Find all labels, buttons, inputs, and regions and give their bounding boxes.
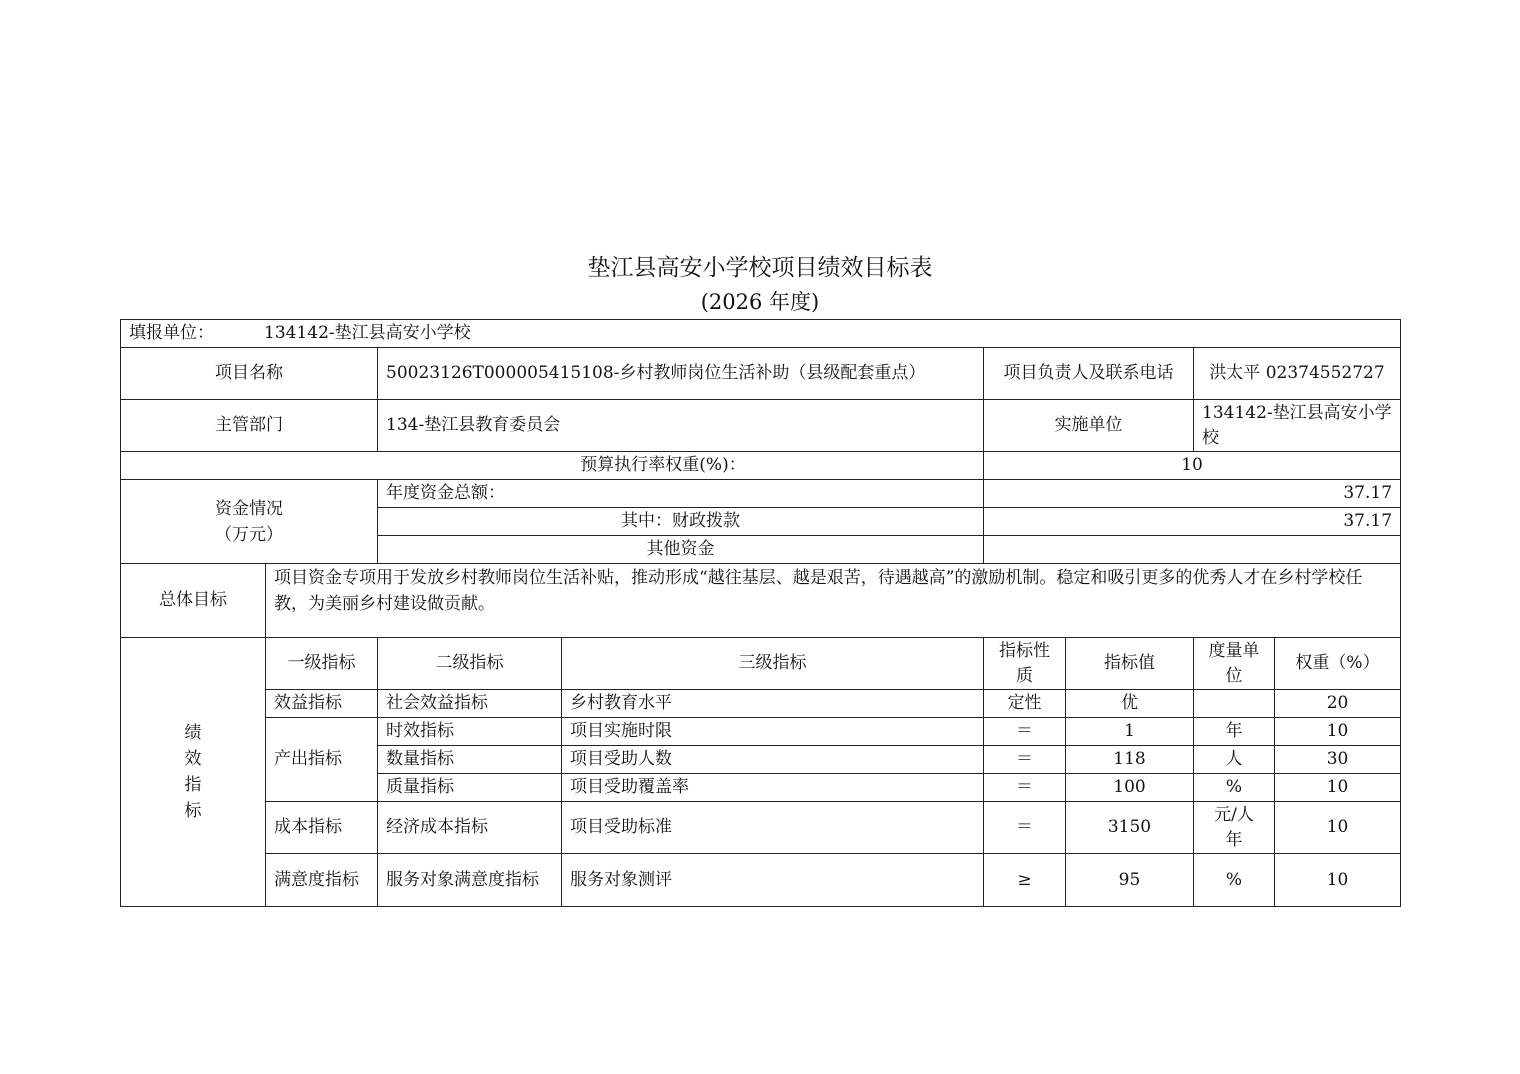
table-row (121, 690, 1401, 718)
metric-unit: 年 (1194, 718, 1275, 746)
metric-level1: 效益指标 (266, 690, 378, 718)
header-level3: 三级指标 (562, 638, 984, 690)
metric-level2: 社会效益指标 (378, 690, 562, 718)
metric-value: 优 (1066, 690, 1194, 718)
header-nature: 指标性质 (984, 638, 1066, 690)
metric-weight: 10 (1275, 854, 1401, 907)
header-weight: 权重（%） (1275, 638, 1401, 690)
project-name-label: 项目名称 (121, 348, 378, 400)
metric-level1: 满意度指标 (266, 854, 378, 907)
metric-level2: 时效指标 (378, 718, 562, 746)
table-row (121, 718, 1401, 746)
unit-cell (121, 320, 1401, 348)
metric-level3: 项目实施时限 (562, 718, 984, 746)
impl-value: 134142-垫江县高安小学校 (1194, 400, 1401, 452)
metric-value: 100 (1066, 774, 1194, 802)
metrics-section-label (121, 638, 266, 907)
metrics-header-row (121, 638, 1401, 690)
unit-label: 填报单位： (129, 323, 214, 343)
contact-label: 项目负责人及联系电话 (984, 348, 1194, 400)
metric-level3: 项目受助人数 (562, 746, 984, 774)
budget-weight-label: 预算执行率权重(%)： (121, 452, 984, 480)
annual-total-value: 37.17 (984, 480, 1401, 508)
metric-level3: 项目受助标准 (562, 802, 984, 854)
goal-row (121, 564, 1401, 638)
table-row (121, 802, 1401, 854)
metric-value: 95 (1066, 854, 1194, 907)
metric-value: 1 (1066, 718, 1194, 746)
impl-label: 实施单位 (984, 400, 1194, 452)
performance-table (120, 319, 1401, 907)
goal-text: 项目资金专项用于发放乡村教师岗位生活补贴，推动形成“越往基层、越是艰苦，待遇越高”的激励机制。稳定和吸引更多的优秀人才在乡村学校任教，为美丽乡村建设做贡献。 (266, 564, 1401, 638)
metric-weight: 10 (1275, 774, 1401, 802)
metric-level2: 质量指标 (378, 774, 562, 802)
metric-unit: % (1194, 854, 1275, 907)
header-unit: 度量单位 (1194, 638, 1275, 690)
metric-weight: 20 (1275, 690, 1401, 718)
metric-level2: 服务对象满意度指标 (378, 854, 562, 907)
metric-value: 3150 (1066, 802, 1194, 854)
metric-weight: 10 (1275, 802, 1401, 854)
metrics-section-text: 绩效指标 (184, 723, 202, 821)
annual-total-label: 年度资金总额： (378, 480, 984, 508)
page-subtitle: (2026 年度) (700, 290, 820, 314)
contact-value: 洪太平 02374552727 (1194, 348, 1401, 400)
other-funds-value (984, 536, 1401, 564)
fiscal-label: 其中：财政拨款 (378, 508, 984, 536)
metric-weight: 10 (1275, 718, 1401, 746)
unit-row (121, 320, 1401, 348)
project-name-value: 50023126T000005415108-乡村教师岗位生活补助（县级配套重点） (378, 348, 984, 400)
metric-value: 118 (1066, 746, 1194, 774)
metric-unit (1194, 802, 1275, 854)
page-title: 垫江县高安小学校项目绩效目标表 (587, 255, 933, 281)
metric-nature: ＝ (984, 802, 1066, 854)
table-row (121, 854, 1401, 907)
metric-nature: ≥ (984, 854, 1066, 907)
metric-nature: ＝ (984, 774, 1066, 802)
budget-weight-row (121, 452, 1401, 480)
metric-weight: 30 (1275, 746, 1401, 774)
header-level2: 二级指标 (378, 638, 562, 690)
metric-nature: ＝ (984, 746, 1066, 774)
dept-row (121, 400, 1401, 452)
metric-level1: 成本指标 (266, 802, 378, 854)
metric-level2: 经济成本指标 (378, 802, 562, 854)
metric-nature: ＝ (984, 718, 1066, 746)
dept-label: 主管部门 (121, 400, 378, 452)
metric-level3: 项目受助覆盖率 (562, 774, 984, 802)
metric-nature: 定性 (984, 690, 1066, 718)
metric-unit-text: 元/人年 (1214, 804, 1254, 850)
fiscal-value: 37.17 (984, 508, 1401, 536)
header-level1: 一级指标 (266, 638, 378, 690)
metric-unit: % (1194, 774, 1275, 802)
metric-level1: 产出指标 (266, 718, 378, 802)
goal-label: 总体目标 (121, 564, 266, 638)
funds-label (121, 480, 378, 564)
project-name-row (121, 348, 1401, 400)
funds-label-text: 资金情况（万元） (215, 498, 283, 545)
metric-level3: 乡村教育水平 (562, 690, 984, 718)
dept-value: 134-垫江县教育委员会 (378, 400, 984, 452)
metric-level2: 数量指标 (378, 746, 562, 774)
metric-unit: 人 (1194, 746, 1275, 774)
unit-value: 134142-垫江县高安小学校 (264, 323, 471, 343)
metric-level3: 服务对象测评 (562, 854, 984, 907)
metric-unit (1194, 690, 1275, 718)
annual-total-row (121, 480, 1401, 508)
other-funds-label: 其他资金 (378, 536, 984, 564)
budget-weight-value: 10 (984, 452, 1401, 480)
header-value: 指标值 (1066, 638, 1194, 690)
